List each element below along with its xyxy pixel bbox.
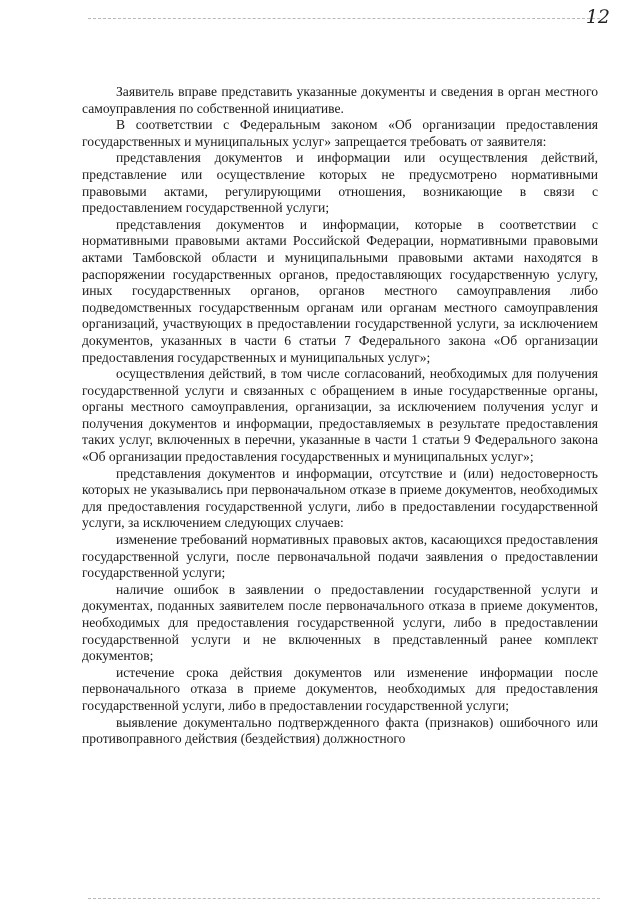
bottom-scan-line — [88, 898, 600, 899]
paragraph: представления документов и информации, отсутствие и (или) недостоверность которых не указывались при первоначальном отказе в приеме документов, необходимых для предоставления государственной услуги, либо в предоставлении государственной услуги, за исключением следующих случаев: — [82, 465, 598, 531]
paragraph: представления документов и информации или осуществления действий, представление или осуществление которых не предусмотрено нормативными правовыми актами, регулирующими отношения, возникающие в связи с предоставлением государственной услуги; — [82, 150, 598, 216]
paragraph: изменение требований нормативных правовых актов, касающихся предоставления государственной услуги, после первоначальной подачи заявления о предоставлении государственной услуги; — [82, 532, 598, 581]
paragraph: выявление документально подтвержденного факта (признаков) ошибочного или противоправного действия (бездействия) должностного — [82, 714, 598, 747]
paragraph: наличие ошибок в заявлении о предоставлении государственной услуги и документах, поданных заявителем после первоначального отказа в приеме документов, необходимых для предоставления государственной услуги, либо в предоставлении государственной услуги и не включенных в представленный ранее комплект документов; — [82, 581, 598, 664]
paragraph: истечение срока действия документов или изменение информации после первоначального отказа в приеме документов, необходимых для предоставления государственной услуги, либо в предоставлении государственной услуги; — [82, 664, 598, 713]
paragraph: осуществления действий, в том числе согласований, необходимых для получения государственной услуги и связанных с обращением в иные государственные органы, органы местного самоуправления, организации, за исключением получения услуг и получения документов и информации, предоставляемых в результате предоставления таких услуг, включенных в перечни, указанные в части 1 статьи 9 Федерального закона «Об организации предоставления государственных и муниципальных услуг»; — [82, 366, 598, 465]
paragraph: представления документов и информации, которые в соответствии с нормативными правовыми актами Российской Федерации, нормативными правовыми актами Тамбовской области и муниципальными правовыми актами находятся в распоряжении государственных органов, предоставляющих государственную услугу, иных государственных органов, органов местного самоуправления либо подведомственных государственным органам или органам местного самоуправления организаций, участвующих в предоставлении государственной услуги, за исключением документов, указанных в части 6 статьи 7 Федерального закона «Об организации предоставления государственных и муниципальных услуг»; — [82, 216, 598, 365]
top-scan-line — [88, 18, 600, 19]
paragraph: В соответствии с Федеральным законом «Об организации предоставления государственных и муниципальных услуг» запрещается требовать от заявителя: — [82, 117, 598, 149]
page-number: 12 — [585, 6, 610, 28]
document-body — [82, 84, 598, 748]
paragraph: Заявитель вправе представить указанные документы и сведения в орган местного самоуправления по собственной инициативе. — [82, 84, 598, 116]
